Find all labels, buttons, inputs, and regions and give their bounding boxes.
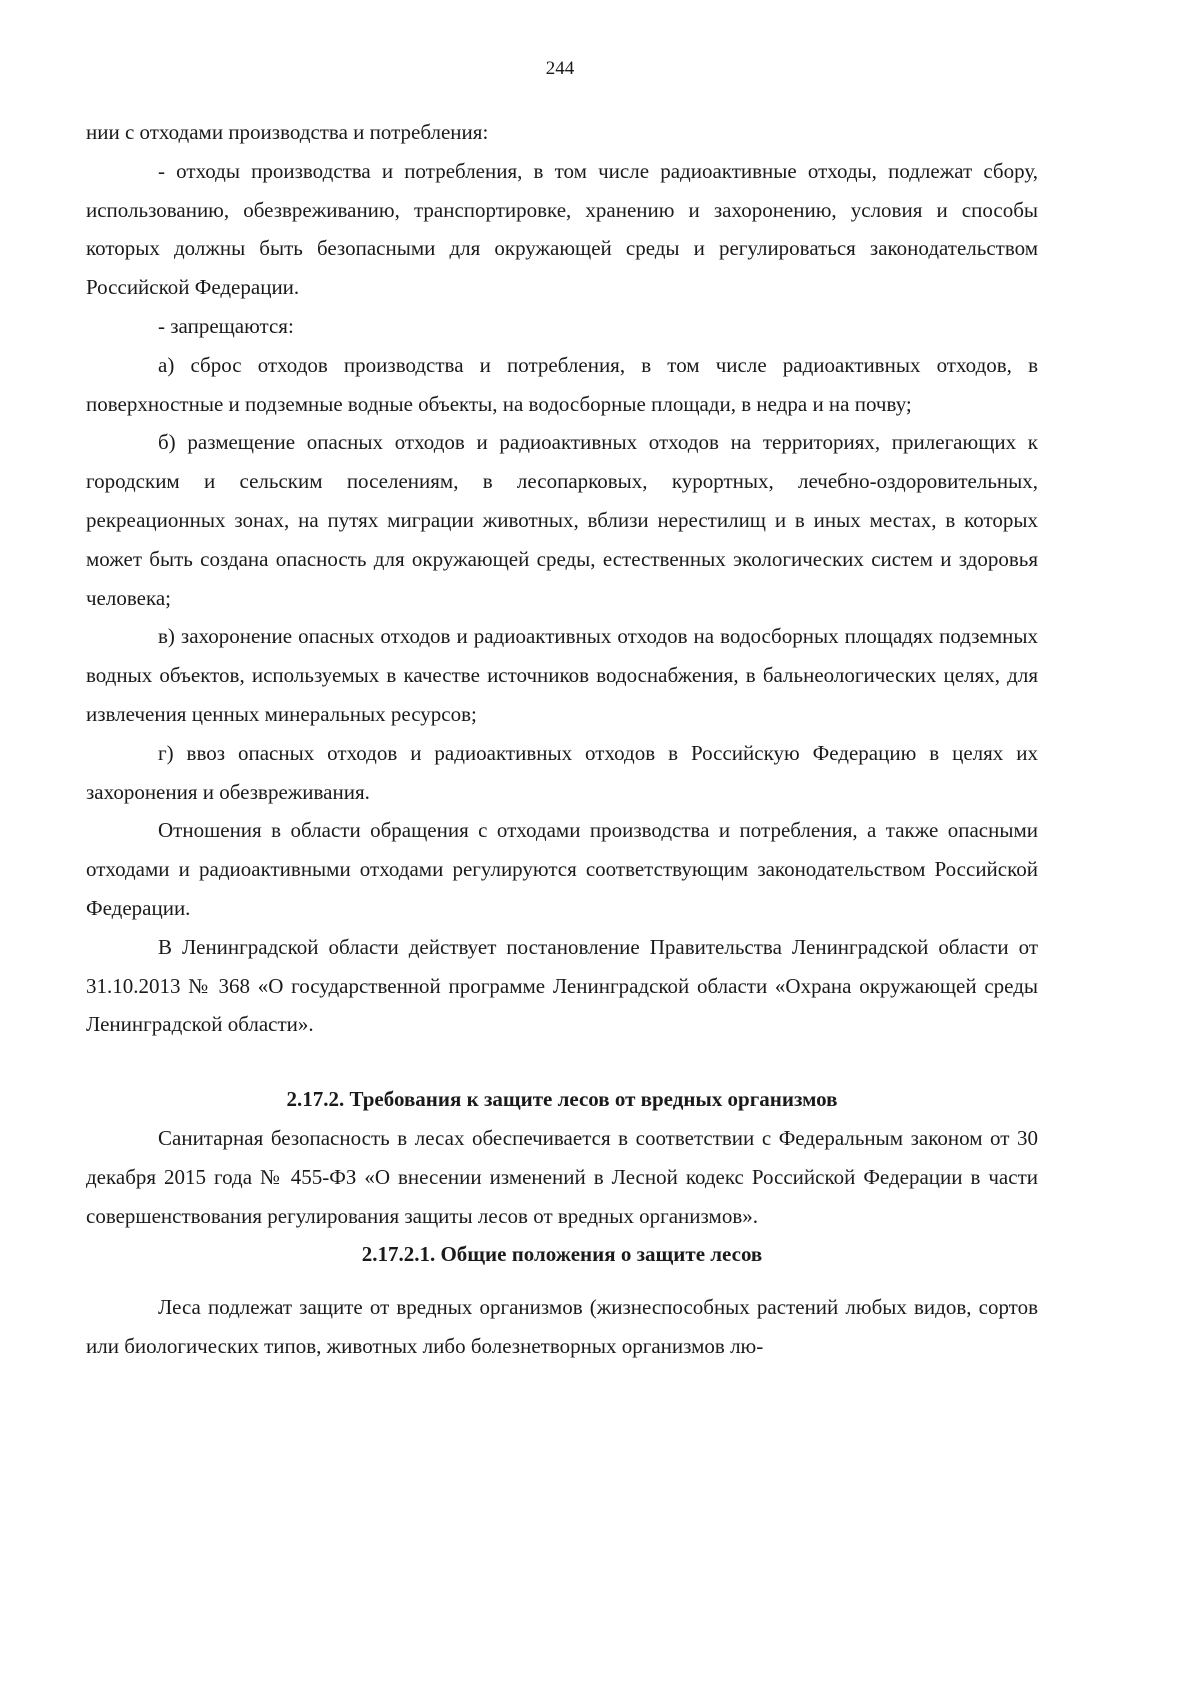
section-heading-2-17-2: 2.17.2. Требования к защите лесов от вредных организмов xyxy=(286,1087,838,1112)
paragraph: В Ленинградской области действует постановление Правительства Ленинградской области от 31.10.2013 № 368 «О государственной программе Ленинградской области «Охрана окружающей среды Ленинградской области». xyxy=(86,934,1038,1037)
paragraph: Леса подлежат защите от вредных организмов (жизнеспособных растений любых видов, сортов или биологических типов, животных либо болезнетворных организмов лю- xyxy=(86,1295,1038,1358)
paragraph: - запрещаются: xyxy=(158,313,294,338)
page-number: 244 xyxy=(545,58,575,79)
paragraph: Санитарная безопасность в лесах обеспечивается в соответствии с Федеральным законом от 30 декабря 2015 года № 455-ФЗ «О внесении изменений в Лесной кодекс Российской Федерации в части совершенствования регулирования защиты лесов от вредных организмов». xyxy=(86,1125,1038,1228)
paragraph: Отношения в области обращения с отходами производства и потребления, а также опасными отходами и радиоактивными отходами регулируются соответствующим законодательством Российской Федерации. xyxy=(86,818,1038,920)
paragraph: - отходы производства и потребления, в том числе радиоактивные отходы, подлежат сбору, использованию, обезвреживанию, транспортировке, хранению и захоронению, условия и способы которых должны быть безопасными для окружающей среды и регулироваться законодательством Российской Федерации. xyxy=(86,158,1038,300)
paragraph: г) ввоз опасных отходов и радиоактивных отходов в Российскую Федерацию в целях их захоронения и обезвреживания. xyxy=(86,740,1038,804)
paragraph: в) захоронение опасных отходов и радиоактивных отходов на водосборных площадях подземных водных объектов, используемых в качестве источников водоснабжения, в бальнеологических целях, для извлечения ценных минеральных ресурсов; xyxy=(86,624,1038,726)
paragraph: б) размещение опасных отходов и радиоактивных отходов на территориях, прилегающих к городским и сельским поселениям, в лесопарковых, курортных, лечебно-оздоровительных, рекреационных зонах, на путях миграции животных, вблизи нерестилищ и в иных местах, в которых может быть создана опасность для окружающей среды, естественных экологических систем и здоровья человека; xyxy=(86,430,1038,610)
subsection-heading-2-17-2-1: 2.17.2.1. Общие положения о защите лесов xyxy=(361,1242,763,1267)
document-body xyxy=(86,113,1038,1366)
paragraph: а) сброс отходов производства и потребления, в том числе радиоактивных отходов, в поверхностные и подземные водные объекты, на водосборные площади, в недра и на почву; xyxy=(86,352,1038,416)
section-waste-management xyxy=(86,113,1038,1044)
paragraph: нии с отходами производства и потребления: xyxy=(86,120,489,144)
